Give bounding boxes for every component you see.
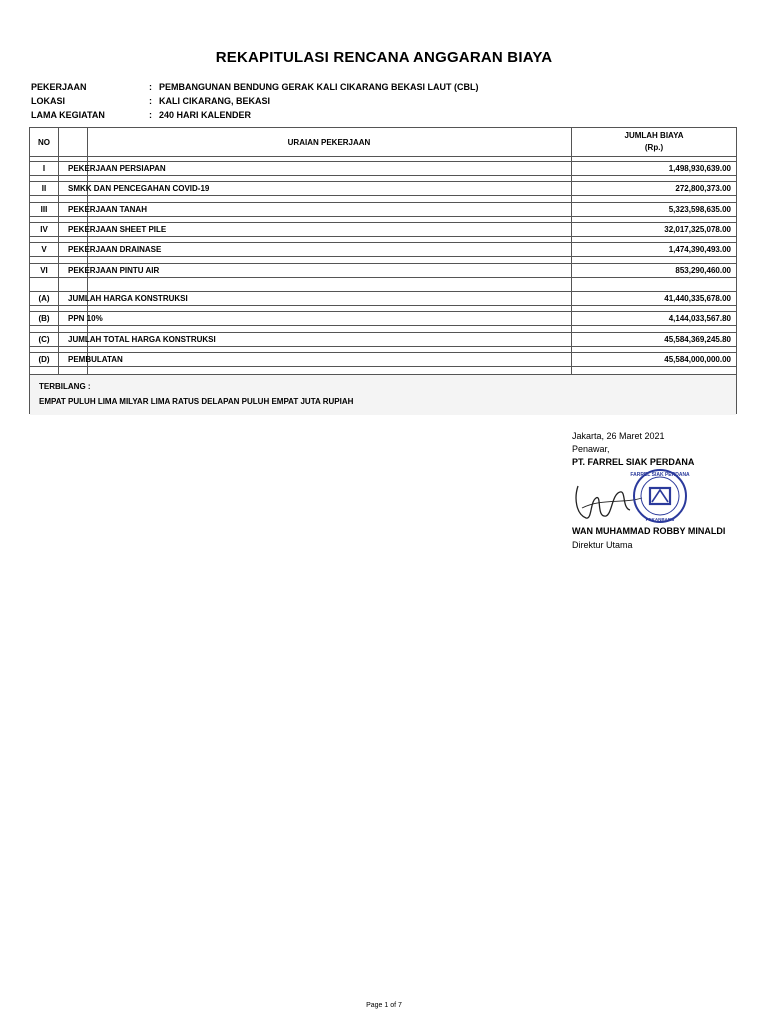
row-value: 5,323,598,635.00 — [668, 205, 731, 214]
row-uraian: PEMBULATAN — [68, 355, 123, 364]
stamp-inner-ring — [641, 477, 679, 515]
row-uraian: PEKERJAAN PINTU AIR — [68, 266, 160, 275]
table-row — [30, 242, 736, 257]
meta-colon: : — [149, 110, 152, 120]
table-row — [30, 311, 736, 326]
row-value: 32,017,325,078.00 — [664, 225, 731, 234]
header-no: NO — [38, 137, 50, 147]
document-title: REKAPITULASI RENCANA ANGGARAN BIAYA — [215, 49, 553, 66]
row-value: 1,498,930,639.00 — [668, 164, 731, 173]
row-no: I — [42, 164, 46, 173]
meta-row-lama-kegiatan — [31, 108, 479, 122]
terbilang-box — [30, 374, 736, 415]
meta-row-pekerjaan — [31, 80, 479, 94]
row-value: 41,440,335,678.00 — [664, 294, 731, 303]
row-uraian: PEKERJAAN SHEET PILE — [68, 225, 167, 234]
row-uraian: PEKERJAAN TANAH — [68, 205, 147, 214]
role-label: Penawar, — [572, 444, 610, 454]
terbilang-text: EMPAT PULUH LIMA MILYAR LIMA RATUS DELAPAN PULUH EMPAT JUTA RUPIAH — [39, 397, 354, 406]
meta-key: LOKASI — [31, 96, 66, 106]
company-name: PT. FARREL SIAK PERDANA — [572, 457, 695, 467]
stamp-city: PEKANBARU — [645, 517, 675, 522]
row-uraian: PEKERJAAN PERSIAPAN — [68, 164, 166, 173]
table-header — [30, 128, 736, 157]
row-no: III — [40, 205, 48, 214]
row-value: 853,290,460.00 — [675, 266, 731, 275]
row-value: 4,144,033,567.80 — [668, 314, 731, 323]
place-date: Jakarta, 26 Maret 2021 — [572, 431, 665, 441]
meta-colon: : — [149, 96, 152, 106]
stamp-text: FARREL SIAK PERDANA — [630, 472, 690, 478]
row-uraian: SMKK DAN PENCEGAHAN COVID-19 — [68, 184, 210, 193]
table-row — [30, 352, 736, 367]
signer-position: Direktur Utama — [572, 540, 633, 550]
row-value: 1,474,390,493.00 — [668, 245, 731, 254]
meta-row-lokasi — [31, 94, 479, 108]
row-value: 272,800,373.00 — [675, 184, 731, 193]
header-jumlah — [571, 128, 737, 156]
table-row — [30, 181, 736, 196]
header-uraian: URAIAN PEKERJAAN — [287, 137, 371, 147]
row-uraian: PEKERJAAN DRAINASE — [68, 245, 162, 254]
row-no: VI — [40, 266, 48, 275]
budget-table — [29, 127, 737, 414]
header-jumlah-line2: (Rp.) — [644, 143, 664, 152]
meta-value: KALI CIKARANG, BEKASI — [159, 96, 271, 106]
signer-name: WAN MUHAMMAD ROBBY MINALDI — [572, 526, 726, 536]
meta-colon: : — [149, 82, 152, 92]
row-no: (D) — [38, 355, 50, 364]
page-number: Page 1 of 7 — [366, 1002, 402, 1009]
table-row — [30, 161, 736, 176]
row-no: IV — [40, 225, 48, 234]
row-no: V — [41, 245, 47, 254]
row-uraian: JUMLAH TOTAL HARGA KONSTRUKSI — [68, 335, 216, 344]
meta-value: 240 HARI KALENDER — [159, 110, 252, 120]
table-row — [30, 202, 736, 217]
row-no: (A) — [38, 294, 50, 303]
table-row — [30, 263, 736, 278]
signature-block — [572, 430, 694, 469]
table-row — [30, 222, 736, 237]
meta-value: PEMBANGUNAN BENDUNG GERAK KALI CIKARANG BEKASI LAUT (CBL) — [159, 82, 479, 92]
header-jumlah-line1: JUMLAH BIAYA — [624, 131, 684, 140]
row-no: (B) — [38, 314, 50, 323]
meta-key: PEKERJAAN — [31, 82, 87, 92]
row-value: 45,584,369,245.80 — [664, 335, 731, 344]
signature-stamp-icon — [572, 468, 702, 526]
row-value: 45,584,000,000.00 — [664, 355, 731, 364]
project-info — [31, 80, 479, 122]
meta-key: LAMA KEGIATAN — [31, 110, 105, 120]
terbilang-label: TERBILANG : — [39, 382, 91, 391]
row-uraian: JUMLAH HARGA KONSTRUKSI — [68, 294, 188, 303]
stamp-logo-mark — [652, 490, 668, 502]
row-no: (C) — [38, 335, 50, 344]
table-row — [30, 332, 736, 347]
row-no: II — [41, 184, 47, 193]
table-row — [30, 291, 736, 306]
row-uraian: PPN 10% — [68, 314, 103, 323]
